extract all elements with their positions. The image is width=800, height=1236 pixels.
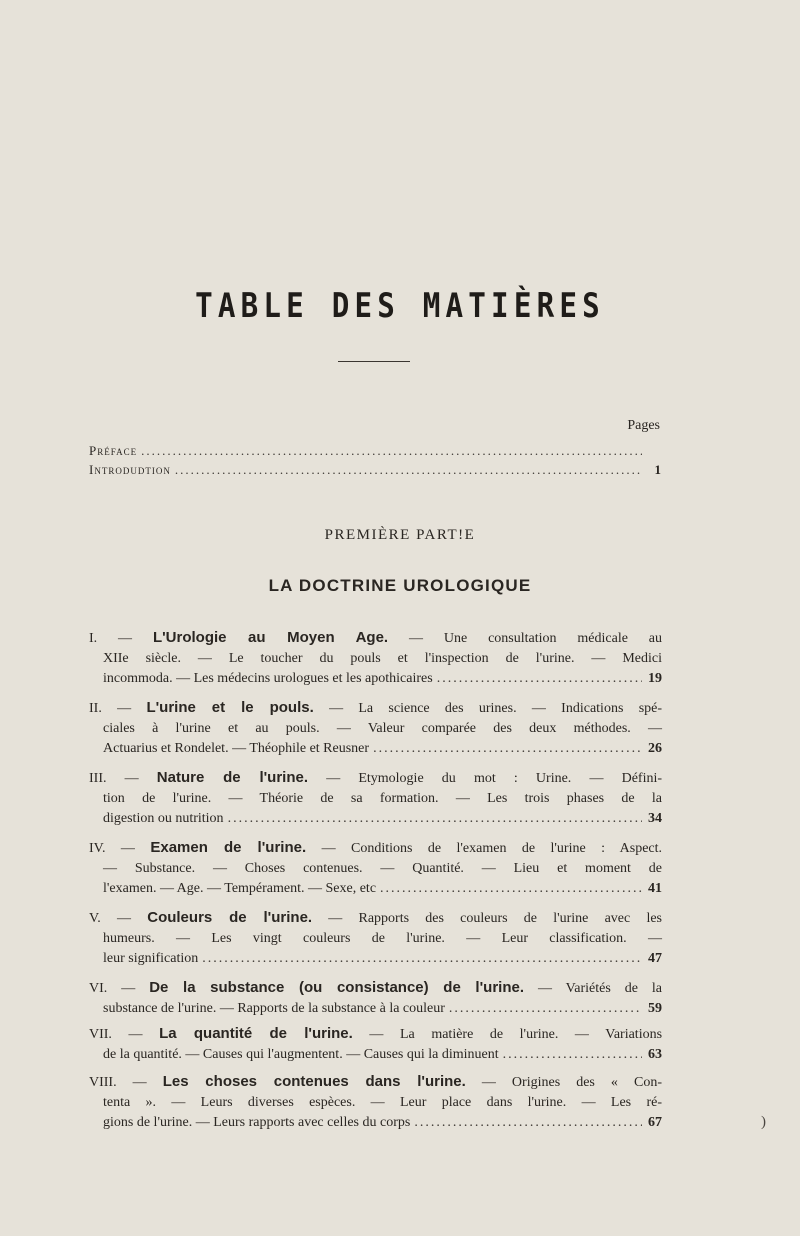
chapter-page-number: 67: [648, 1115, 662, 1130]
section-heading: LA DOCTRINE UROLOGIQUE: [268, 576, 532, 595]
chapter-summary-end: de la quantité. — Causes qui l'augmentent. — Causes qui la diminuent: [103, 1047, 499, 1062]
chapter-number: V. —: [89, 911, 132, 926]
chapter-heading: L'Urologie au Moyen Age.: [152, 629, 389, 646]
chapter-number: III. —: [89, 771, 139, 786]
chapter-last-line: [89, 1045, 662, 1065]
chapter-text-line: ciales à l'urine et au pouls. — Valeur comparée des deux méthodes. —: [103, 721, 662, 736]
dot-leader: [437, 669, 642, 689]
chapter-last-line: [89, 1113, 662, 1133]
dot-leader: [141, 443, 642, 459]
chapter-text-line: [89, 1024, 662, 1045]
chapter-text-line: tion de l'urine. — Théorie de sa formation. — Les trois phases de la: [103, 791, 662, 806]
chapter-number: VIII. —: [89, 1075, 147, 1090]
chapter-summary-end: substance de l'urine. — Rapports de la substance à la couleur: [103, 1001, 445, 1016]
chapter-page-number: 59: [648, 1001, 662, 1016]
dot-leader: [414, 1113, 642, 1133]
toc-entry-introduction: [89, 462, 662, 478]
chapter-summary: — Variétés de la: [537, 981, 663, 996]
chapter-heading: Les choses contenues dans l'urine.: [162, 1073, 466, 1090]
chapter-heading: De la substance (ou consistance) de l'urine.: [149, 979, 524, 996]
toc-entry-page: 1: [654, 462, 662, 477]
chapter-heading: Examen de l'urine.: [150, 839, 307, 856]
chapter-summary: — La matière de l'urine. — Variations: [369, 1027, 663, 1042]
chapter-heading: Nature de l'urine.: [156, 769, 309, 786]
chapter-page-number: 63: [648, 1047, 662, 1062]
chapter-summary-end: gions de l'urine. — Leurs rapports avec celles du corps: [103, 1115, 411, 1130]
chapter-text-line: [89, 698, 662, 719]
chapter-summary-end: leur signification: [103, 951, 199, 966]
dot-leader: [175, 462, 642, 478]
title-rule: [338, 361, 410, 362]
toc-chapter: [89, 908, 662, 969]
toc-entry-label: Préface: [89, 443, 138, 458]
chapter-last-line: [89, 739, 662, 759]
chapter-number: VII. —: [89, 1027, 143, 1042]
chapter-last-line: [89, 669, 662, 689]
chapter-number: IV. —: [89, 841, 135, 856]
dot-leader: [373, 739, 642, 759]
chapter-page-number: 34: [648, 811, 662, 826]
chapter-page-number: 41: [648, 881, 662, 896]
chapter-text-line: [89, 978, 662, 999]
toc-chapter: [89, 978, 662, 1019]
chapter-summary: — Origines des « Con-: [481, 1075, 662, 1090]
dot-leader: [503, 1045, 642, 1065]
toc-chapter: [89, 1024, 662, 1065]
page-title: TABLE DES MATIÈRES: [195, 286, 605, 326]
chapter-summary: — Rapports des couleurs de l'urine avec les: [328, 911, 662, 926]
chapter-heading: L'urine et le pouls.: [146, 699, 314, 716]
chapter-last-line: [89, 949, 662, 969]
chapter-heading: La quantité de l'urine.: [159, 1025, 353, 1042]
toc-chapter: [89, 838, 662, 899]
toc-entry-preface: [89, 443, 662, 459]
chapter-text-line: tenta ». — Leurs diverses espèces. — Leur place dans l'urine. — Les ré-: [103, 1095, 662, 1110]
chapter-summary-end: l'examen. — Age. — Tempérament. — Sexe, etc: [103, 881, 377, 896]
chapter-summary-end: digestion ou nutrition: [103, 811, 224, 826]
chapter-text-line: humeurs. — Les vingt couleurs de l'urine. — Leur classification. —: [103, 931, 662, 946]
chapter-text-line: XIIe siècle. — Le toucher du pouls et l'inspection de l'urine. — Medici: [103, 651, 662, 666]
dot-leader: [380, 879, 642, 899]
chapter-summary-end: Actuarius et Rondelet. — Théophile et Reusner: [103, 741, 370, 756]
toc-chapter: [89, 698, 662, 759]
chapter-number: I. —: [89, 631, 133, 646]
chapter-text-line: [89, 768, 662, 789]
chapter-summary-end: incommoda. — Les médecins urologues et les apothicaires: [103, 671, 433, 686]
toc-chapter: [89, 768, 662, 829]
chapter-number: VI. —: [89, 981, 136, 996]
chapter-text-line: [89, 1072, 662, 1093]
chapter-last-line: [89, 999, 662, 1019]
chapter-text-line: [89, 838, 662, 859]
margin-mark: ): [761, 1114, 766, 1130]
chapter-summary: — La science des urines. — Indications spé-: [329, 701, 663, 716]
chapter-heading: Couleurs de l'urine.: [147, 909, 313, 926]
chapter-page-number: 26: [648, 741, 662, 756]
chapter-summary: — Conditions de l'examen de l'urine : Aspect.: [321, 841, 663, 856]
chapter-last-line: [89, 879, 662, 899]
chapter-summary: — Etymologie du mot : Urine. — Défini-: [326, 771, 663, 786]
chapter-summary: — Une consultation médicale au: [409, 631, 663, 646]
part-heading: PREMIÈRE PART!E: [324, 527, 476, 543]
dot-leader: [449, 999, 642, 1019]
chapter-page-number: 47: [648, 951, 662, 966]
chapter-text-line: [89, 908, 662, 929]
dot-leader: [202, 949, 642, 969]
chapter-last-line: [89, 809, 662, 829]
chapter-text-line: [89, 628, 662, 649]
toc-chapter: [89, 1072, 662, 1133]
toc-entry-label: Introdudtion: [89, 462, 171, 477]
dot-leader: [228, 809, 642, 829]
chapter-page-number: 19: [648, 671, 662, 686]
chapter-number: II. —: [89, 701, 132, 716]
pages-column-header: Pages: [627, 418, 660, 433]
toc-chapter: [89, 628, 662, 689]
chapter-text-line: — Substance. — Choses contenues. — Quantité. — Lieu et moment de: [103, 861, 662, 876]
